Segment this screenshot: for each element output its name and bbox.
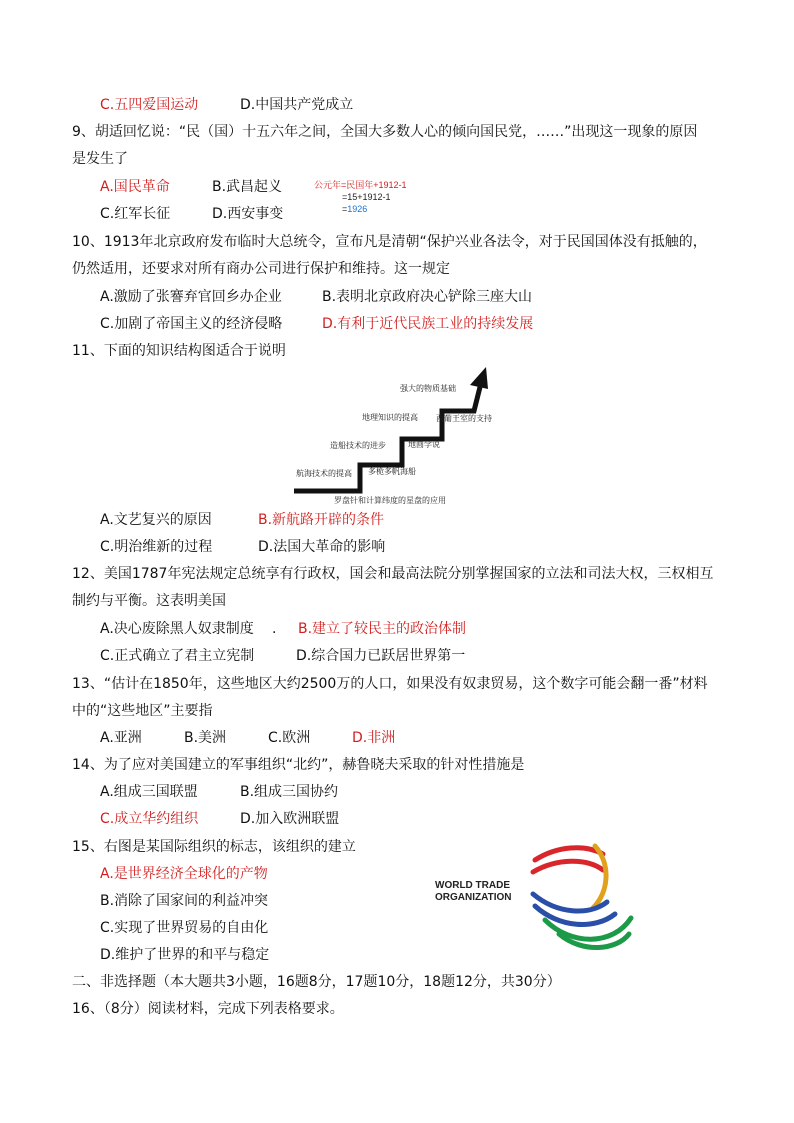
section-2-heading: 二、非选择题（本大题共3小题，16题8分，17题10分，18题12分，共30分）: [72, 974, 561, 990]
q15-option-a: A.是世界经济全球化的产物: [100, 866, 268, 882]
q10-option-a: A.激励了张謇弃官回乡办企业: [100, 289, 282, 305]
logo-text-line1: WORLD TRADE: [435, 880, 510, 891]
diagram-upper-label-3: 地理知识的提高: [362, 413, 418, 422]
q10-option-c: C.加剧了帝国主义的经济侵略: [100, 316, 283, 332]
q15-option-b: B.消除了国家间的利益冲突: [100, 893, 269, 909]
q9-option-d: D.西安事变: [212, 206, 284, 222]
q11-option-c: C.明治维新的过程: [100, 539, 213, 555]
diagram-upper-label-1: 航海技术的提高: [296, 469, 352, 478]
logo-text-line2: ORGANIZATION: [435, 892, 512, 903]
q14-stem: 14、为了应对美国建立的军事组织“北约”，赫鲁晓夫采取的针对性措施是: [72, 757, 525, 773]
q12-option-d: D.综合国力已跃居世界第一: [296, 648, 466, 664]
q13-option-d: D.非洲: [352, 730, 396, 746]
q12-stray-dot: .: [272, 621, 277, 637]
q14-option-d: D.加入欧洲联盟: [240, 811, 340, 827]
q12-stem-line1: 12、美国1787年宪法规定总统享有行政权，国会和最高法院分别掌握国家的立法和司法大权，三权相互: [72, 566, 714, 582]
q14-option-a: A.组成三国联盟: [100, 784, 198, 800]
q11-option-b: B.新航路开辟的条件: [258, 512, 385, 528]
logo-arc-red-1: [535, 848, 603, 860]
wto-logo: [435, 842, 640, 954]
q13-option-a: A.亚洲: [100, 730, 142, 746]
q9-annotation-line2: =15+1912-1: [342, 192, 391, 202]
q12-option-a: A.决心废除黑人奴隶制度: [100, 621, 254, 637]
q15-stem: 15、右图是某国际组织的标志，该组织的建立: [72, 839, 356, 855]
q13-option-b: B.美洲: [184, 730, 227, 746]
diagram-lower-label-4: 西葡王室的支持: [436, 414, 492, 423]
q9-stem-line2: 是发生了: [72, 151, 128, 167]
q10-stem-line1: 10、1913年北京政府发布临时大总统令，宣布凡是清朝“保护兴业各法令，对于民国国体没有抵触的，: [72, 234, 707, 250]
q12-stem-line2: 制约与平衡。这表明美国: [72, 593, 226, 609]
q11-stem: 11、下面的知识结构图适合于说明: [72, 343, 286, 359]
q15-option-c: C.实现了世界贸易的自由化: [100, 920, 269, 936]
q13-stem-line1: 13、“估计在1850年，这些地区大约2500万的人口，如果没有奴隶贸易，这个数字可能会翻一番”材料: [72, 676, 708, 692]
q10-option-b: B.表明北京政府决心铲除三座大山: [322, 289, 533, 305]
q11-option-a: A.文艺复兴的原因: [100, 512, 212, 528]
q9-annotation-year: 1926: [347, 204, 368, 214]
logo-arc-red-2: [533, 861, 603, 872]
q12-option-b: B.建立了较民主的政治体制: [298, 621, 467, 637]
q9-annotation-line3: =1926: [342, 204, 368, 214]
q10-stem-line2: 仍然适用，还要求对所有商办公司进行保护和维持。这一规定: [72, 261, 450, 277]
q13-option-c: C.欧洲: [268, 730, 311, 746]
q10-option-d: D.有利于近代民族工业的持续发展: [322, 316, 534, 332]
q9-stem-line1: 9、胡适回忆说：“民（国）十五六年之间，全国大多数人心的倾向国民党，……”出现这一现象的原因: [72, 124, 698, 140]
q8-option-c: C.五四爱国运动: [100, 97, 199, 113]
q16-stem: 16、（8分）阅读材料，完成下列表格要求。: [72, 1001, 344, 1017]
q12-option-c: C.正式确立了君主立宪制: [100, 648, 255, 664]
diagram-lower-label-1: 罗盘针和计算纬度的星盘的应用: [334, 496, 446, 505]
stair-arrow-head: [470, 367, 488, 389]
diagram-upper-label-2: 造船技术的进步: [330, 441, 386, 450]
diagram-upper-label-4: 强大的物质基础: [400, 384, 456, 393]
knowledge-structure-diagram: [290, 365, 520, 505]
q9-option-c: C.红军长征: [100, 206, 171, 222]
q13-stem-line2: 中的“这些地区”主要指: [72, 703, 213, 719]
q14-option-b: B.组成三国协约: [240, 784, 339, 800]
q9-option-b: B.武昌起义: [212, 179, 283, 195]
q8-option-d: D.中国共产党成立: [240, 97, 354, 113]
q14-option-c: C.成立华约组织: [100, 811, 199, 827]
q11-option-d: D.法国大革命的影响: [258, 539, 386, 555]
diagram-lower-label-3: 地圆学说: [408, 440, 440, 449]
diagram-lower-label-2: 多桅多帆海船: [368, 467, 416, 476]
q9-option-a: A.国民革命: [100, 179, 170, 195]
q9-annotation-line1: 公元年=民国年+1912-1: [314, 180, 407, 190]
logo-arc-yellow: [593, 846, 606, 908]
q15-option-d: D.维护了世界的和平与稳定: [100, 947, 270, 963]
